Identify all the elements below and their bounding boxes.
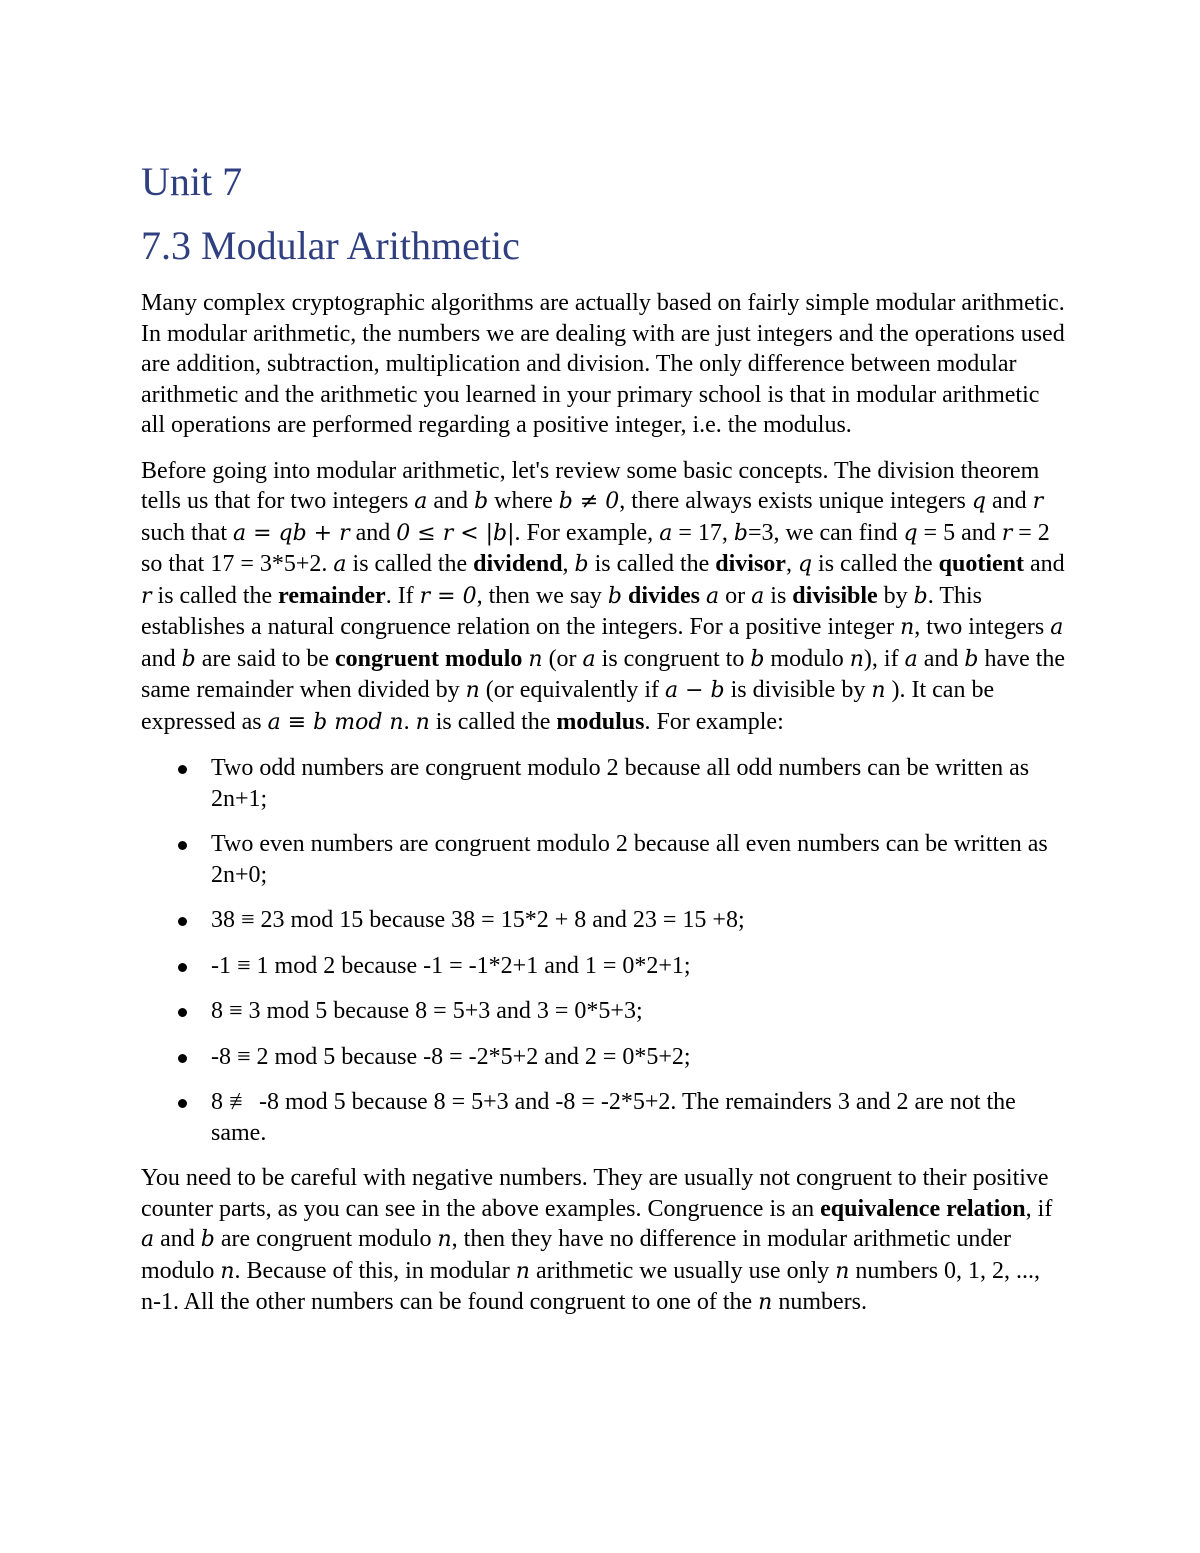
term-remainder: remainder <box>278 582 386 609</box>
list-item: Two odd numbers are congruent modulo 2 because all odd numbers can be written as 2n+1; <box>141 753 1066 814</box>
term-equivalence-relation: equivalence relation <box>820 1195 1026 1222</box>
examples-list <box>141 753 1066 1148</box>
term-divisor: divisor <box>715 551 786 577</box>
unit-heading: Unit 7 <box>141 159 243 204</box>
term-dividend: dividend <box>473 551 563 577</box>
term-quotient: quotient <box>938 551 1025 577</box>
term-divides: divides <box>628 582 701 609</box>
list-item: -8 ≡ 2 mod 5 because -8 = -2*5+2 and 2 = 0*5+2; <box>141 1042 1066 1073</box>
list-item: -1 ≡ 1 mod 2 because -1 = -1*2+1 and 1 = 0*2+1; <box>141 951 1066 982</box>
negative-numbers-paragraph: You need to be careful with negative numbers. They are usually not congruent to their positive counter parts, as you can see in the above examples. Congruence is an equivalence relation, if a and b are congruent modulo n, then they have no difference in modular arithmetic under modulo n. Because of this, in modular n arithmetic we usually use only n numbers 0, 1, 2, ..., n-1. All the other numbers can be found congruent to one of the n numbers. <box>141 1165 1053 1315</box>
list-item: 38 ≡ 23 mod 15 because 38 = 15*2 + 8 and 23 = 15 +8; <box>141 905 1066 936</box>
term-divisible: divisible <box>792 582 878 609</box>
section-heading: 7.3 Modular Arithmetic <box>141 223 520 268</box>
document-content <box>141 158 1066 1319</box>
list-item: 8 ≢ -8 mod 5 because 8 = 5+3 and -8 = -2*5+2. The remainders 3 and 2 are not the same. <box>141 1087 1066 1148</box>
list-item: Two even numbers are congruent modulo 2 because all even numbers can be written as 2n+0; <box>141 829 1066 890</box>
list-item: 8 ≡ 3 mod 5 because 8 = 5+3 and 3 = 0*5+3; <box>141 996 1066 1027</box>
term-congruent-modulo: congruent modulo <box>335 645 523 672</box>
division-theorem-paragraph: Before going into modular arithmetic, let's review some basic concepts. The division theorem tells us that for two integers a and b where b ≠ 0, there always exists unique integers q and r such that a = qb + r and 0 ≤ r < |b|. For example, a = 17, b=3, we can find q = 5 and r = 2 so that 17 = 3*5+2. a is called the dividend, b is called the divisor, q is called the quotient and r is called the remainder. If r = 0, then we say b divides a or a is divisible by b. This establishes a natural congruence relation on the integers. For a positive integer n, two integers a and b are said to be congruent modulo n (or a is congruent to b modulo n), if a and b have the same remainder when divided by n (or equivalently if a − b is divisible by n ). It can be expressed as a ≡ b mod n. n is called the modulus. For example: <box>141 457 1066 735</box>
term-modulus: modulus <box>556 708 645 735</box>
intro-paragraph: Many complex cryptographic algorithms are actually based on fairly simple modular arithmetic. In modular arithmetic, the numbers we are dealing with are just integers and the operations used are addition, subtraction, multiplication and division. The only difference between modular arithmetic and the arithmetic you learned in your primary school is that in modular arithmetic all operations are performed regarding a positive integer, i.e. the modulus. <box>141 290 1065 438</box>
